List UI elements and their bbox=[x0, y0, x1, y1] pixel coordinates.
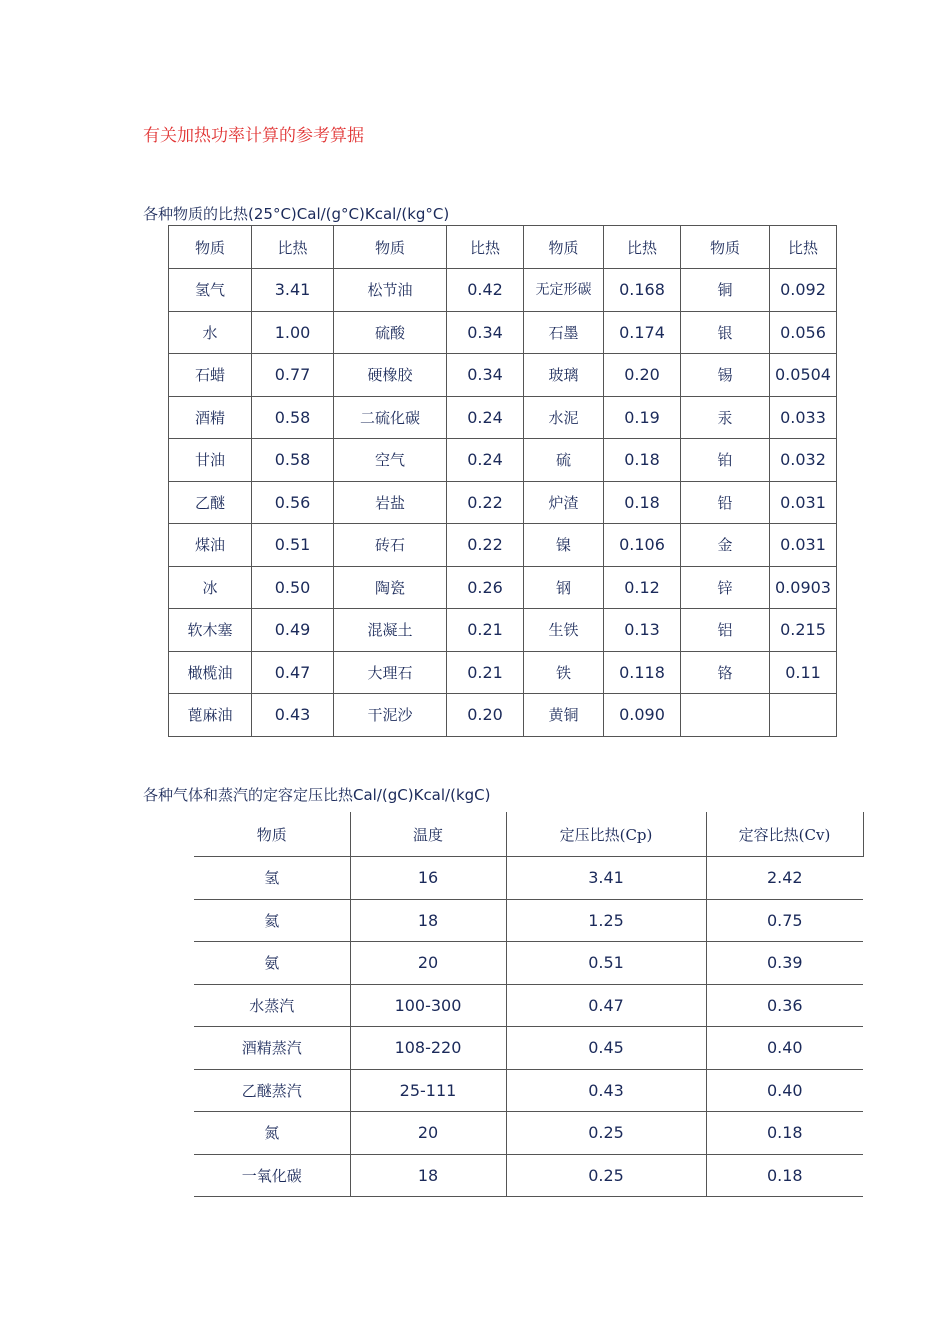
substance-cell: 冰 bbox=[169, 566, 252, 609]
substance-cell: 硫酸 bbox=[334, 311, 447, 354]
substance-cell: 铜 bbox=[681, 269, 770, 312]
substance-cell: 生铁 bbox=[524, 609, 604, 652]
gas-name-cell: 水蒸汽 bbox=[194, 984, 350, 1027]
cv-cell: 0.18 bbox=[706, 1154, 863, 1197]
specific-heat-cell: 0.031 bbox=[770, 524, 837, 567]
substance-cell: 混凝土 bbox=[334, 609, 447, 652]
substance-cell: 黄铜 bbox=[524, 694, 604, 737]
table-row bbox=[169, 269, 837, 312]
substance-cell: 陶瓷 bbox=[334, 566, 447, 609]
specific-heat-cell: 0.0504 bbox=[770, 354, 837, 397]
gas-name-cell: 氨 bbox=[194, 942, 350, 985]
substance-cell: 钢 bbox=[524, 566, 604, 609]
substance-cell: 橄榄油 bbox=[169, 651, 252, 694]
cp-cell: 3.41 bbox=[506, 857, 706, 900]
specific-heat-cell: 0.34 bbox=[447, 354, 524, 397]
table-row bbox=[194, 857, 863, 900]
cp-cell: 0.45 bbox=[506, 1027, 706, 1070]
cv-cell: 0.18 bbox=[706, 1112, 863, 1155]
specific-heat-cell: 0.11 bbox=[770, 651, 837, 694]
cv-cell: 0.40 bbox=[706, 1027, 863, 1070]
substance-cell: 铂 bbox=[681, 439, 770, 482]
table-header-cell: 物质 bbox=[169, 226, 252, 269]
gas-name-cell: 氦 bbox=[194, 899, 350, 942]
page-title: 有关加热功率计算的参考算据 bbox=[143, 126, 364, 146]
table1-caption-text: 各种物质的比热 bbox=[143, 205, 249, 223]
gas-name-cell: 一氧化碳 bbox=[194, 1154, 350, 1197]
specific-heat-cell: 0.22 bbox=[447, 481, 524, 524]
table2-caption-units: Cal/(gC)Kcal/(kgC) bbox=[353, 786, 491, 804]
specific-heat-cell: 0.056 bbox=[770, 311, 837, 354]
table-row bbox=[194, 1112, 863, 1155]
specific-heat-cell: 0.21 bbox=[447, 609, 524, 652]
substance-cell: 铬 bbox=[681, 651, 770, 694]
table-row bbox=[194, 1069, 863, 1112]
table-header-cell: 物质 bbox=[194, 812, 350, 857]
table-row bbox=[194, 984, 863, 1027]
table-header-row bbox=[169, 226, 837, 269]
table-row bbox=[169, 311, 837, 354]
specific-heat-cell: 0.24 bbox=[447, 396, 524, 439]
specific-heat-cell: 0.58 bbox=[252, 396, 334, 439]
substance-cell: 锌 bbox=[681, 566, 770, 609]
table-header-cell: 比热 bbox=[770, 226, 837, 269]
specific-heat-cell: 0.20 bbox=[447, 694, 524, 737]
temperature-cell: 18 bbox=[350, 899, 506, 942]
specific-heat-cell: 0.34 bbox=[447, 311, 524, 354]
gas-specific-heat-table bbox=[194, 812, 864, 1197]
temperature-cell: 16 bbox=[350, 857, 506, 900]
table-row bbox=[169, 651, 837, 694]
specific-heat-cell: 0.032 bbox=[770, 439, 837, 482]
substance-cell: 炉渣 bbox=[524, 481, 604, 524]
cp-cell: 0.47 bbox=[506, 984, 706, 1027]
cv-cell: 0.40 bbox=[706, 1069, 863, 1112]
table-header-cell: 比热 bbox=[604, 226, 681, 269]
table-row bbox=[194, 942, 863, 985]
substance-cell: 硬橡胶 bbox=[334, 354, 447, 397]
table1-caption bbox=[143, 203, 449, 224]
table1-caption-units: (25°C)Cal/(g°C)Kcal/(kg°C) bbox=[248, 205, 450, 223]
table2-caption bbox=[143, 784, 490, 805]
substance-cell: 玻璃 bbox=[524, 354, 604, 397]
specific-heat-cell: 0.12 bbox=[604, 566, 681, 609]
gas-name-cell: 氮 bbox=[194, 1112, 350, 1155]
table-header-cell: 温度 bbox=[350, 812, 506, 857]
table-row bbox=[169, 439, 837, 482]
substance-cell: 水 bbox=[169, 311, 252, 354]
substance-cell: 二硫化碳 bbox=[334, 396, 447, 439]
specific-heat-cell: 0.49 bbox=[252, 609, 334, 652]
specific-heat-cell: 0.090 bbox=[604, 694, 681, 737]
table-header-cell: 比热 bbox=[447, 226, 524, 269]
cp-cell: 0.25 bbox=[506, 1112, 706, 1155]
substance-cell: 酒精 bbox=[169, 396, 252, 439]
table-row bbox=[194, 1154, 863, 1197]
specific-heat-cell: 0.51 bbox=[252, 524, 334, 567]
cp-cell: 0.51 bbox=[506, 942, 706, 985]
specific-heat-cell bbox=[770, 694, 837, 737]
cv-cell: 0.75 bbox=[706, 899, 863, 942]
table-row bbox=[169, 481, 837, 524]
substance-cell bbox=[681, 694, 770, 737]
specific-heat-cell: 1.00 bbox=[252, 311, 334, 354]
specific-heat-cell: 0.24 bbox=[447, 439, 524, 482]
substance-cell: 干泥沙 bbox=[334, 694, 447, 737]
specific-heat-cell: 0.22 bbox=[447, 524, 524, 567]
substance-cell: 铁 bbox=[524, 651, 604, 694]
specific-heat-cell: 0.47 bbox=[252, 651, 334, 694]
table-header-cell: 定压比热(Cp) bbox=[506, 812, 706, 857]
substance-cell: 煤油 bbox=[169, 524, 252, 567]
table-header-cell: 物质 bbox=[334, 226, 447, 269]
temperature-cell: 100-300 bbox=[350, 984, 506, 1027]
cp-cell: 0.43 bbox=[506, 1069, 706, 1112]
table-row bbox=[169, 566, 837, 609]
specific-heat-cell: 0.56 bbox=[252, 481, 334, 524]
table-header-cell: 物质 bbox=[524, 226, 604, 269]
temperature-cell: 20 bbox=[350, 942, 506, 985]
temperature-cell: 108-220 bbox=[350, 1027, 506, 1070]
temperature-cell: 20 bbox=[350, 1112, 506, 1155]
specific-heat-cell: 0.26 bbox=[447, 566, 524, 609]
specific-heat-cell: 3.41 bbox=[252, 269, 334, 312]
substance-cell: 软木塞 bbox=[169, 609, 252, 652]
substance-cell: 氢气 bbox=[169, 269, 252, 312]
substance-cell: 砖石 bbox=[334, 524, 447, 567]
specific-heat-cell: 0.18 bbox=[604, 481, 681, 524]
table-row bbox=[169, 396, 837, 439]
gas-name-cell: 乙醚蒸汽 bbox=[194, 1069, 350, 1112]
specific-heat-cell: 0.118 bbox=[604, 651, 681, 694]
table-row bbox=[169, 354, 837, 397]
specific-heat-cell: 0.033 bbox=[770, 396, 837, 439]
specific-heat-cell: 0.19 bbox=[604, 396, 681, 439]
table-row bbox=[169, 524, 837, 567]
substance-cell: 水泥 bbox=[524, 396, 604, 439]
substance-cell: 金 bbox=[681, 524, 770, 567]
specific-heat-cell: 0.77 bbox=[252, 354, 334, 397]
specific-heat-cell: 0.13 bbox=[604, 609, 681, 652]
table-header-cell: 物质 bbox=[681, 226, 770, 269]
specific-heat-cell: 0.21 bbox=[447, 651, 524, 694]
specific-heat-cell: 0.50 bbox=[252, 566, 334, 609]
specific-heat-cell: 0.0903 bbox=[770, 566, 837, 609]
substance-cell: 石墨 bbox=[524, 311, 604, 354]
table-row bbox=[169, 694, 837, 737]
specific-heat-cell: 0.42 bbox=[447, 269, 524, 312]
substance-cell: 大理石 bbox=[334, 651, 447, 694]
gas-name-cell: 酒精蒸汽 bbox=[194, 1027, 350, 1070]
substance-cell: 汞 bbox=[681, 396, 770, 439]
specific-heat-cell: 0.174 bbox=[604, 311, 681, 354]
table-row bbox=[194, 1027, 863, 1070]
table-header-cell: 定容比热(Cv) bbox=[706, 812, 863, 857]
specific-heat-cell: 0.18 bbox=[604, 439, 681, 482]
substance-cell: 无定形碳 bbox=[524, 269, 604, 312]
cv-cell: 0.36 bbox=[706, 984, 863, 1027]
specific-heat-cell: 0.43 bbox=[252, 694, 334, 737]
specific-heat-cell: 0.031 bbox=[770, 481, 837, 524]
substance-cell: 镍 bbox=[524, 524, 604, 567]
cv-cell: 0.39 bbox=[706, 942, 863, 985]
table-row bbox=[194, 899, 863, 942]
cp-cell: 0.25 bbox=[506, 1154, 706, 1197]
substance-cell: 铅 bbox=[681, 481, 770, 524]
specific-heat-cell: 0.20 bbox=[604, 354, 681, 397]
gas-name-cell: 氢 bbox=[194, 857, 350, 900]
specific-heat-cell: 0.092 bbox=[770, 269, 837, 312]
substance-cell: 空气 bbox=[334, 439, 447, 482]
substance-cell: 银 bbox=[681, 311, 770, 354]
specific-heat-cell: 0.168 bbox=[604, 269, 681, 312]
substance-cell: 松节油 bbox=[334, 269, 447, 312]
substance-cell: 锡 bbox=[681, 354, 770, 397]
substance-cell: 铝 bbox=[681, 609, 770, 652]
substance-cell: 甘油 bbox=[169, 439, 252, 482]
substance-cell: 岩盐 bbox=[334, 481, 447, 524]
specific-heat-cell: 0.106 bbox=[604, 524, 681, 567]
temperature-cell: 25-111 bbox=[350, 1069, 506, 1112]
substance-cell: 蓖麻油 bbox=[169, 694, 252, 737]
table-header-cell: 比热 bbox=[252, 226, 334, 269]
table-header-row bbox=[194, 812, 863, 857]
cv-cell: 2.42 bbox=[706, 857, 863, 900]
specific-heat-cell: 0.215 bbox=[770, 609, 837, 652]
cp-cell: 1.25 bbox=[506, 899, 706, 942]
specific-heat-cell: 0.58 bbox=[252, 439, 334, 482]
substance-cell: 石蜡 bbox=[169, 354, 252, 397]
substance-cell: 乙醚 bbox=[169, 481, 252, 524]
table2-caption-text: 各种气体和蒸汽的定容定压比热 bbox=[143, 786, 354, 804]
specific-heat-table bbox=[168, 225, 837, 737]
substance-cell: 硫 bbox=[524, 439, 604, 482]
temperature-cell: 18 bbox=[350, 1154, 506, 1197]
table-row bbox=[169, 609, 837, 652]
